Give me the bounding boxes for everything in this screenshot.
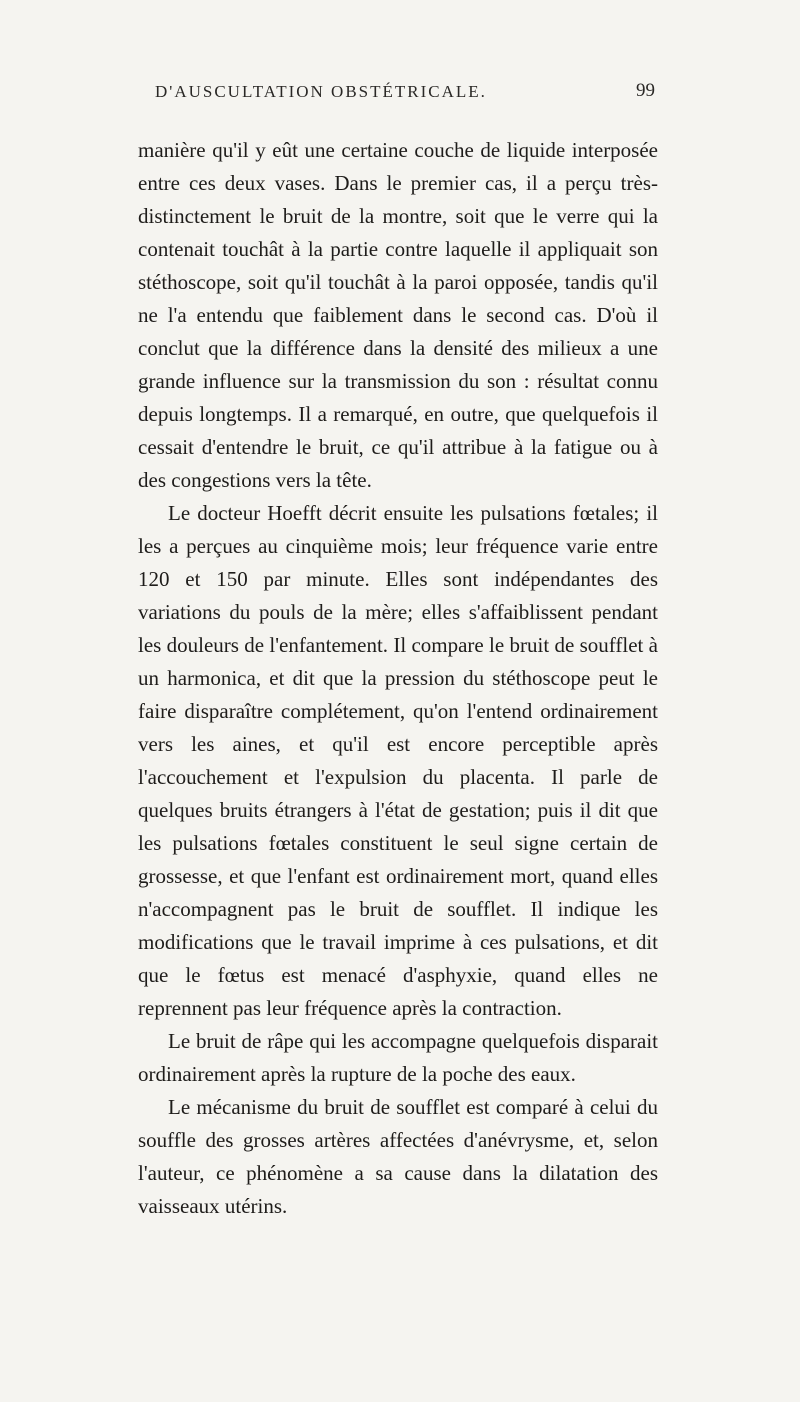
paragraph-bruit-de-rape: Le bruit de râpe qui les accompagne quelquefois disparait ordinairement après la rupture de la poche des eaux. [138,1029,658,1086]
body-text [138,134,658,1223]
paragraph-hoefft-description: Le docteur Hoefft décrit ensuite les pulsations fœtales; il les a perçues au cinquième mois; leur fréquence varie entre 120 et 150 par minute. Elles sont indépendantes des variations du pouls de la mère; elles s'affaiblissent pendant les douleurs de l'enfantement. Il compare le bruit de soufflet à un harmonica, et dit que la pression du stéthoscope peut le faire disparaître complétement, qu'on l'entend ordinairement vers les aines, et qu'il est encore perceptible après l'accouchement et l'expulsion du placenta. Il parle de quelques bruits étrangers à l'état de gestation; puis il dit que les pulsations fœtales constituent le seul signe certain de grossesse, et que l'enfant est ordinairement mort, quand elles n'accompagnent pas le bruit de soufflet. Il indique les modifications que le travail imprime à ces pulsations, et dit que le fœtus est menacé d'asphyxie, quand elles ne reprennent pas leur fréquence après la contraction. [138,501,658,1020]
running-head [125,80,655,110]
paragraph-mecanisme-soufflet: Le mécanisme du bruit de soufflet est comparé à celui du souffle des grosses artères affectées d'anévrysme, et, selon l'auteur, ce phénomène a sa cause dans la dilatation des vaisseaux utérins. [138,1095,658,1218]
paragraph-continued: manière qu'il y eût une certaine couche de liquide interposée entre ces deux vases. Dans le premier cas, il a perçu très-distinctement le bruit de la montre, soit que le verre qui la contenait touchât à la partie contre laquelle il appliquait son stéthoscope, soit qu'il touchât à la paroi opposée, tandis qu'il ne l'a entendu que faiblement dans le second cas. D'où il conclut que la différence dans la densité des milieux a une grande influence sur la transmission du son : résultat connu depuis longtemps. Il a remarqué, en outre, que quelquefois il cessait d'entendre le bruit, ce qu'il attribue à la fatigue ou à des congestions vers la tête. [138,138,658,492]
page-number: 99 [636,80,655,101]
running-title: D'AUSCULTATION OBSTÉTRICALE. [155,82,487,101]
